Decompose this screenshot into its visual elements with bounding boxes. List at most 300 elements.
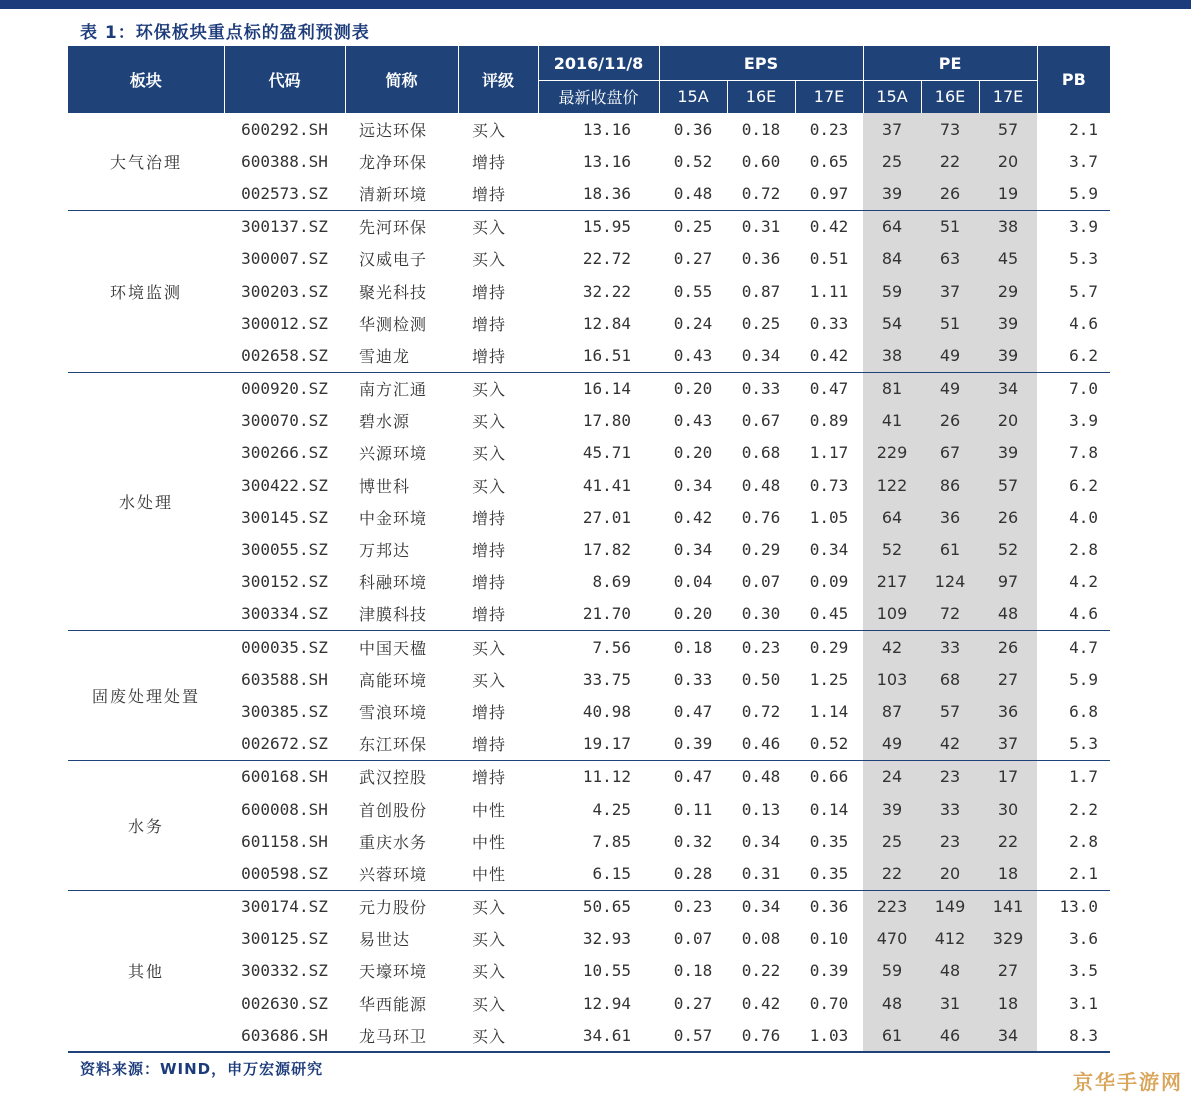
cell-code: 300266.SZ xyxy=(241,443,328,463)
cell-pb: 5.9 xyxy=(1069,669,1099,689)
cell-eps17: 0.34 xyxy=(809,540,849,560)
cell-pe16: 23 xyxy=(921,760,979,793)
table-row xyxy=(68,501,1110,533)
cell-name: 天壕环境 xyxy=(359,962,428,982)
cell-rating: 增持 xyxy=(472,184,507,204)
cell-eps16: 0.33 xyxy=(727,372,795,405)
cell-eps15: 0.25 xyxy=(659,210,727,243)
cell-pe16: 72 xyxy=(921,598,979,631)
cell-close: 50.65 xyxy=(538,890,659,923)
cell-eps16: 0.34 xyxy=(741,831,781,851)
cell-pe16: 26 xyxy=(921,177,979,210)
cell-rating: 买入 xyxy=(458,631,538,664)
cell-eps16: 0.30 xyxy=(741,604,781,624)
cell-eps17: 0.42 xyxy=(809,345,849,365)
cell-name: 华测检测 xyxy=(359,314,428,334)
cell-eps16: 0.76 xyxy=(741,1025,781,1045)
cell-pe15: 470 xyxy=(863,923,921,955)
cell-pe16: 46 xyxy=(921,1019,979,1051)
cell-pe15: 217 xyxy=(863,566,921,598)
cell-name: 南方汇通 xyxy=(345,372,458,405)
cell-code: 600008.SH xyxy=(241,799,328,819)
cell-pb: 6.2 xyxy=(1069,345,1099,365)
cell-name: 远达环保 xyxy=(345,113,458,146)
cell-pe17: 52 xyxy=(979,533,1037,565)
cell-rating: 买入 xyxy=(458,113,538,146)
cell-pe17: 36 xyxy=(979,695,1037,727)
cell-pb: 5.9 xyxy=(1069,183,1099,203)
cell-eps15: 0.07 xyxy=(673,929,713,949)
cell-name: 中国天楹 xyxy=(345,631,458,664)
cell-eps17: 1.03 xyxy=(809,1025,849,1045)
table-row xyxy=(68,728,1110,761)
cell-pb: 6.2 xyxy=(1069,475,1099,495)
table-row xyxy=(68,533,1110,565)
cell-pe17: 97 xyxy=(979,566,1037,598)
cell-code: 603686.SH xyxy=(241,1025,328,1045)
cell-pb: 4.6 xyxy=(1069,604,1099,624)
cell-name: 龙净环保 xyxy=(359,152,428,172)
cell-name: 清新环境 xyxy=(359,184,428,204)
cell-eps15: 0.57 xyxy=(673,1025,713,1045)
table-row xyxy=(68,663,1110,695)
table-row xyxy=(68,177,1110,210)
cell-eps17: 0.73 xyxy=(809,475,849,495)
table-row xyxy=(68,598,1110,631)
cell-pe17: 20 xyxy=(979,145,1037,177)
cell-pe16: 49 xyxy=(921,372,979,405)
cell-close: 32.22 xyxy=(582,281,631,301)
table-row xyxy=(68,825,1110,857)
cell-pe15: 52 xyxy=(863,533,921,565)
table-body xyxy=(68,113,1110,1052)
cell-eps16: 0.07 xyxy=(741,572,781,592)
cell-rating: 增持 xyxy=(472,508,507,528)
cell-close: 19.17 xyxy=(582,734,631,754)
cell-code: 300012.SZ xyxy=(241,313,328,333)
source-note: 资料来源：WIND，申万宏源研究 xyxy=(80,1060,324,1078)
cell-pe15: 39 xyxy=(863,177,921,210)
cell-eps17: 0.29 xyxy=(795,631,863,664)
cell-pe17: 27 xyxy=(979,663,1037,695)
sector-label: 固废处理处置 xyxy=(68,631,224,761)
cell-pe16: 49 xyxy=(921,339,979,372)
cell-close: 11.12 xyxy=(538,760,659,793)
cell-eps15: 0.39 xyxy=(673,734,713,754)
cell-pe15: 38 xyxy=(863,339,921,372)
cell-name: 华西能源 xyxy=(359,994,428,1014)
cell-name: 万邦达 xyxy=(359,541,411,561)
cell-pb: 5.7 xyxy=(1069,281,1099,301)
cell-rating: 中性 xyxy=(472,800,507,820)
cell-close: 18.36 xyxy=(582,183,631,203)
cell-eps15: 0.42 xyxy=(673,507,713,527)
cell-eps15: 0.33 xyxy=(673,669,713,689)
cell-eps17: 0.47 xyxy=(795,372,863,405)
cell-pe16: 33 xyxy=(921,631,979,664)
cell-rating: 增持 xyxy=(472,573,507,593)
cell-name: 津膜科技 xyxy=(359,605,428,625)
cell-eps16: 0.50 xyxy=(741,669,781,689)
cell-rating: 中性 xyxy=(472,832,507,852)
cell-pe16: 149 xyxy=(921,890,979,923)
cell-code: 300152.SZ xyxy=(241,572,328,592)
cell-eps17: 0.14 xyxy=(809,799,849,819)
cell-code: 300055.SZ xyxy=(241,540,328,560)
cell-pe16: 86 xyxy=(921,469,979,501)
cell-code: 300385.SZ xyxy=(241,701,328,721)
cell-pb: 4.7 xyxy=(1037,631,1110,664)
cell-eps15: 0.27 xyxy=(673,249,713,269)
cell-eps16: 0.87 xyxy=(741,281,781,301)
cell-eps15: 0.43 xyxy=(673,411,713,431)
cell-rating: 增持 xyxy=(472,282,507,302)
cell-eps17: 1.11 xyxy=(809,281,849,301)
cell-eps17: 0.33 xyxy=(809,313,849,333)
cell-pe15: 81 xyxy=(863,372,921,405)
cell-name: 雪迪龙 xyxy=(359,346,411,366)
cell-pe15: 223 xyxy=(863,890,921,923)
cell-pe16: 22 xyxy=(921,145,979,177)
cell-pe15: 84 xyxy=(863,243,921,275)
cell-eps15: 0.47 xyxy=(659,760,727,793)
cell-eps16: 0.31 xyxy=(741,863,781,883)
cell-code: 600388.SH xyxy=(241,151,328,171)
cell-code: 300070.SZ xyxy=(241,411,328,431)
cell-code: 300007.SZ xyxy=(241,249,328,269)
cell-eps15: 0.20 xyxy=(673,604,713,624)
cell-name: 博世科 xyxy=(359,476,411,496)
header-pe-15a: 15A xyxy=(863,81,921,113)
cell-close: 40.98 xyxy=(582,701,631,721)
table-row xyxy=(68,923,1110,955)
cell-pe17: 20 xyxy=(979,405,1037,437)
cell-close: 10.55 xyxy=(582,961,631,981)
cell-pe15: 54 xyxy=(863,307,921,339)
cell-pe16: 37 xyxy=(921,275,979,307)
table-row xyxy=(68,857,1110,890)
cell-code: 300145.SZ xyxy=(241,507,328,527)
cell-pe17: 39 xyxy=(979,339,1037,372)
cell-close: 16.14 xyxy=(538,372,659,405)
header-pb: PB xyxy=(1037,46,1110,113)
cell-rating: 增持 xyxy=(472,346,507,366)
cell-name: 龙马环卫 xyxy=(359,1026,428,1046)
table-row xyxy=(68,631,1110,664)
cell-pb: 3.9 xyxy=(1069,411,1099,431)
cell-rating: 买入 xyxy=(472,476,507,496)
cell-name: 兴蓉环境 xyxy=(359,864,428,884)
cell-pe17: 329 xyxy=(979,923,1037,955)
cell-eps17: 0.42 xyxy=(795,210,863,243)
header-date: 2016/11/8 xyxy=(538,46,659,81)
cell-eps16: 0.18 xyxy=(727,113,795,146)
cell-name: 聚光科技 xyxy=(359,282,428,302)
cell-pe15: 64 xyxy=(863,501,921,533)
cell-pe16: 42 xyxy=(921,728,979,761)
cell-pb: 2.8 xyxy=(1069,831,1099,851)
cell-code: 600292.SH xyxy=(224,113,345,146)
cell-pb: 3.9 xyxy=(1037,210,1110,243)
cell-pe15: 39 xyxy=(863,793,921,825)
cell-close: 21.70 xyxy=(582,604,631,624)
cell-eps16: 0.23 xyxy=(727,631,795,664)
cell-eps17: 0.23 xyxy=(795,113,863,146)
cell-name: 兴源环境 xyxy=(359,444,428,464)
cell-pb: 7.8 xyxy=(1069,443,1099,463)
cell-eps17: 0.35 xyxy=(809,863,849,883)
cell-eps15: 0.47 xyxy=(673,701,713,721)
header-eps-16e: 16E xyxy=(727,81,795,113)
cell-close: 16.51 xyxy=(582,345,631,365)
cell-eps17: 0.89 xyxy=(809,411,849,431)
header-sector: 板块 xyxy=(68,46,224,113)
cell-eps17: 1.25 xyxy=(809,669,849,689)
cell-pe16: 36 xyxy=(921,501,979,533)
cell-rating: 买入 xyxy=(458,210,538,243)
cell-code: 300137.SZ xyxy=(224,210,345,243)
cell-pe17: 26 xyxy=(979,501,1037,533)
table-row xyxy=(68,469,1110,501)
table-row xyxy=(68,890,1110,923)
table-row xyxy=(68,955,1110,987)
cell-pe16: 33 xyxy=(921,793,979,825)
cell-name: 碧水源 xyxy=(359,412,411,432)
cell-eps17: 0.97 xyxy=(809,183,849,203)
cell-pe17: 30 xyxy=(979,793,1037,825)
cell-code: 300334.SZ xyxy=(241,604,328,624)
cell-rating: 买入 xyxy=(472,962,507,982)
cell-pe15: 25 xyxy=(863,145,921,177)
cell-pe16: 26 xyxy=(921,405,979,437)
cell-close: 41.41 xyxy=(582,475,631,495)
cell-code: 000035.SZ xyxy=(224,631,345,664)
cell-eps16: 0.34 xyxy=(727,890,795,923)
cell-pe16: 67 xyxy=(921,437,979,469)
cell-pe16: 57 xyxy=(921,695,979,727)
cell-eps16: 0.46 xyxy=(741,734,781,754)
cell-pb: 5.3 xyxy=(1069,249,1099,269)
cell-pe17: 45 xyxy=(979,243,1037,275)
cell-eps16: 0.68 xyxy=(741,443,781,463)
sector-label: 水处理 xyxy=(68,372,224,631)
cell-eps15: 0.11 xyxy=(673,799,713,819)
cell-eps15: 0.28 xyxy=(673,863,713,883)
cell-pe17: 18 xyxy=(979,857,1037,890)
cell-pe17: 17 xyxy=(979,760,1037,793)
cell-eps17: 1.17 xyxy=(809,443,849,463)
cell-close: 12.94 xyxy=(582,993,631,1013)
cell-code: 002672.SZ xyxy=(241,734,328,754)
cell-eps17: 0.65 xyxy=(809,151,849,171)
table-row xyxy=(68,145,1110,177)
cell-eps15: 0.20 xyxy=(659,372,727,405)
header-code: 代码 xyxy=(224,46,345,113)
table-row xyxy=(68,275,1110,307)
sector-label: 其他 xyxy=(68,890,224,1051)
header-close: 最新收盘价 xyxy=(538,81,659,113)
cell-eps15: 0.18 xyxy=(673,961,713,981)
cell-eps15: 0.43 xyxy=(673,345,713,365)
cell-pe15: 87 xyxy=(863,695,921,727)
cell-pe15: 25 xyxy=(863,825,921,857)
cell-eps16: 0.48 xyxy=(727,760,795,793)
table-bottom-rule xyxy=(68,1051,1110,1053)
table-row xyxy=(68,1019,1110,1051)
cell-eps16: 0.08 xyxy=(741,929,781,949)
top-accent-bar xyxy=(0,0,1191,9)
cell-rating: 买入 xyxy=(472,994,507,1014)
table-header xyxy=(68,46,1110,113)
cell-pe16: 48 xyxy=(921,955,979,987)
cell-eps16: 0.22 xyxy=(741,961,781,981)
cell-code: 300203.SZ xyxy=(241,281,328,301)
cell-close: 33.75 xyxy=(582,669,631,689)
cell-eps16: 0.60 xyxy=(741,151,781,171)
cell-close: 32.93 xyxy=(582,929,631,949)
cell-pe16: 51 xyxy=(921,210,979,243)
table-row xyxy=(68,437,1110,469)
cell-pe16: 124 xyxy=(921,566,979,598)
cell-code: 603588.SH xyxy=(241,669,328,689)
table-row xyxy=(68,307,1110,339)
cell-name: 先河环保 xyxy=(345,210,458,243)
cell-pe16: 68 xyxy=(921,663,979,695)
cell-close: 27.01 xyxy=(582,507,631,527)
cell-pe15: 22 xyxy=(863,857,921,890)
header-pe-17e: 17E xyxy=(979,81,1037,113)
cell-pb: 13.0 xyxy=(1037,890,1110,923)
cell-close: 22.72 xyxy=(582,249,631,269)
cell-rating: 增持 xyxy=(458,760,538,793)
cell-close: 34.61 xyxy=(582,1025,631,1045)
cell-pb: 3.7 xyxy=(1069,151,1099,171)
cell-pe16: 61 xyxy=(921,533,979,565)
cell-close: 12.84 xyxy=(582,313,631,333)
cell-rating: 买入 xyxy=(472,670,507,690)
cell-eps16: 0.76 xyxy=(741,507,781,527)
cell-eps16: 0.31 xyxy=(727,210,795,243)
cell-pe16: 412 xyxy=(921,923,979,955)
cell-eps15: 0.27 xyxy=(673,993,713,1013)
header-eps: EPS xyxy=(659,46,863,81)
cell-pe17: 29 xyxy=(979,275,1037,307)
cell-pe16: 23 xyxy=(921,825,979,857)
cell-name: 科融环境 xyxy=(359,573,428,593)
cell-code: 300332.SZ xyxy=(241,961,328,981)
forecast-table-container xyxy=(68,46,1110,1051)
cell-eps15: 0.55 xyxy=(673,281,713,301)
cell-pe16: 73 xyxy=(921,113,979,146)
cell-code: 300422.SZ xyxy=(241,475,328,495)
cell-pe15: 49 xyxy=(863,728,921,761)
cell-pe15: 24 xyxy=(863,760,921,793)
table-row xyxy=(68,405,1110,437)
cell-name: 东江环保 xyxy=(359,735,428,755)
cell-eps15: 0.32 xyxy=(673,831,713,851)
cell-pb: 6.8 xyxy=(1069,701,1099,721)
header-eps-15a: 15A xyxy=(659,81,727,113)
cell-pe15: 61 xyxy=(863,1019,921,1051)
cell-pe17: 34 xyxy=(979,372,1037,405)
cell-rating: 增持 xyxy=(472,541,507,561)
cell-eps15: 0.18 xyxy=(659,631,727,664)
table-row xyxy=(68,243,1110,275)
cell-eps17: 0.09 xyxy=(809,572,849,592)
cell-pb: 4.6 xyxy=(1069,313,1099,333)
cell-name: 中金环境 xyxy=(359,508,428,528)
cell-name: 雪浪环境 xyxy=(359,702,428,722)
cell-close: 7.56 xyxy=(538,631,659,664)
cell-rating: 买入 xyxy=(472,930,507,950)
cell-eps16: 0.29 xyxy=(741,540,781,560)
cell-close: 13.16 xyxy=(582,151,631,171)
cell-rating: 增持 xyxy=(472,702,507,722)
cell-pb: 4.0 xyxy=(1069,507,1099,527)
cell-close: 15.95 xyxy=(538,210,659,243)
cell-pe17: 57 xyxy=(979,469,1037,501)
cell-rating: 买入 xyxy=(472,444,507,464)
cell-pe17: 141 xyxy=(979,890,1037,923)
cell-name: 汉威电子 xyxy=(359,250,428,270)
cell-eps16: 0.72 xyxy=(741,183,781,203)
cell-pe15: 59 xyxy=(863,275,921,307)
table-row xyxy=(68,760,1110,793)
cell-eps15: 0.34 xyxy=(673,475,713,495)
cell-pb: 1.7 xyxy=(1037,760,1110,793)
cell-pe15: 103 xyxy=(863,663,921,695)
cell-code: 000598.SZ xyxy=(241,863,328,883)
cell-eps17: 0.51 xyxy=(809,249,849,269)
cell-eps17: 0.70 xyxy=(809,993,849,1013)
cell-pe15: 48 xyxy=(863,987,921,1019)
cell-close: 7.85 xyxy=(592,831,631,851)
cell-pe15: 122 xyxy=(863,469,921,501)
header-pe-16e: 16E xyxy=(921,81,979,113)
sector-label: 大气治理 xyxy=(68,113,224,211)
cell-rating: 买入 xyxy=(472,412,507,432)
cell-pe16: 51 xyxy=(921,307,979,339)
cell-rating: 增持 xyxy=(472,314,507,334)
cell-pe16: 20 xyxy=(921,857,979,890)
cell-pe17: 38 xyxy=(979,210,1037,243)
cell-eps15: 0.36 xyxy=(659,113,727,146)
cell-pe17: 26 xyxy=(979,631,1037,664)
cell-code: 000920.SZ xyxy=(224,372,345,405)
cell-eps16: 0.36 xyxy=(741,249,781,269)
cell-eps17: 1.05 xyxy=(809,507,849,527)
cell-name: 元力股份 xyxy=(345,890,458,923)
cell-pe17: 22 xyxy=(979,825,1037,857)
sector-label: 水务 xyxy=(68,760,224,890)
header-rating: 评级 xyxy=(458,46,538,113)
cell-rating: 增持 xyxy=(472,152,507,172)
cell-rating: 中性 xyxy=(472,864,507,884)
cell-pb: 3.5 xyxy=(1069,961,1099,981)
cell-pb: 2.1 xyxy=(1069,863,1099,883)
header-pe: PE xyxy=(863,46,1037,81)
watermark-text: 京华手游网 xyxy=(1073,1070,1183,1094)
cell-pb: 3.6 xyxy=(1069,929,1099,949)
cell-eps16: 0.48 xyxy=(741,475,781,495)
cell-eps17: 0.35 xyxy=(809,831,849,851)
cell-eps17: 0.36 xyxy=(795,890,863,923)
header-eps-17e: 17E xyxy=(795,81,863,113)
cell-pe15: 37 xyxy=(863,113,921,146)
cell-pe17: 18 xyxy=(979,987,1037,1019)
cell-pe17: 39 xyxy=(979,437,1037,469)
cell-pb: 2.8 xyxy=(1069,540,1099,560)
